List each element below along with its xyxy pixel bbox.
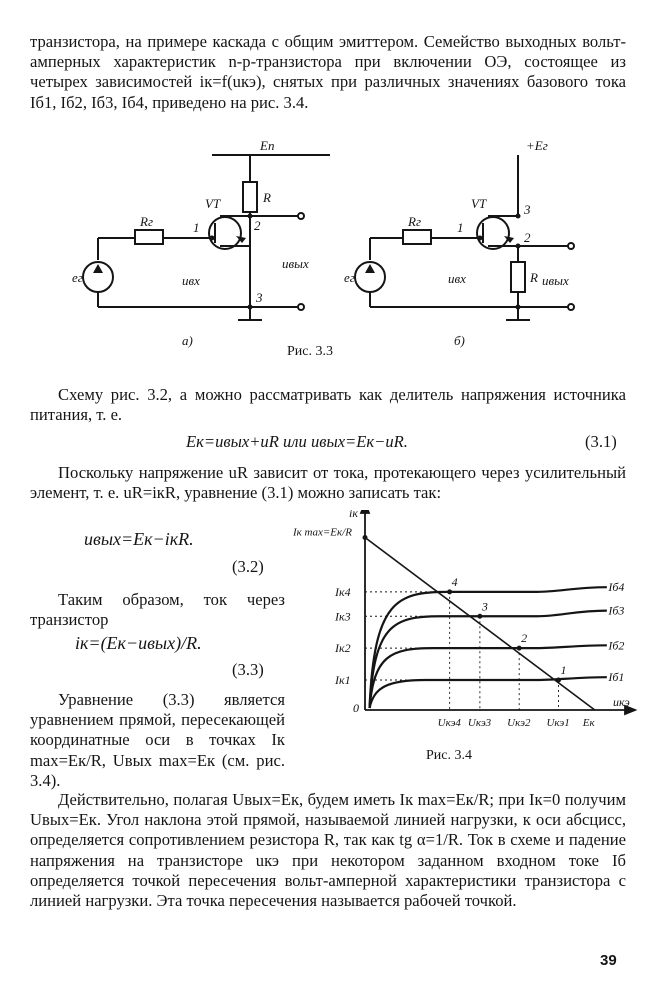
paragraph-eq33: Уравнение (3.3) является уравнением прямой, пересекающей координатные оси в точках Iк max=Eк/R, Uвых max=Eк (см. рис. 3.4). [30, 690, 285, 790]
curve-label-Iб1: Iб1 [608, 670, 625, 685]
fig-b-node3: 3 [524, 202, 531, 217]
x-tick-Eк: Eк [582, 717, 595, 729]
figure-3-4-chart [285, 510, 640, 745]
fig-b-sublabel: б) [454, 333, 465, 348]
fig-b-node1: 1 [457, 220, 464, 235]
fig-a-resistor: R [263, 190, 271, 205]
fig-b-node2: 2 [524, 230, 531, 245]
fig-b-input: uвх [448, 271, 466, 286]
fig-a-node1: 1 [193, 220, 200, 235]
fig-b-source-res: Rг [408, 214, 422, 229]
y-tick-Iк4: Iк4 [335, 584, 351, 599]
y-intercept-label: Iк max=Eк/R [293, 526, 352, 539]
operating-point-label-4: 4 [451, 574, 458, 589]
y-axis-label: iк [349, 510, 358, 520]
operating-point-1 [556, 678, 561, 683]
fig-a-output: uвых [282, 256, 309, 271]
fig-a-source-res: Rг [140, 214, 154, 229]
operating-point-2 [517, 646, 522, 651]
fig-a-sublabel: а) [182, 333, 193, 348]
paragraph-thus: Таким образом, ток через транзистор [30, 590, 285, 630]
load-line-y-intercept [363, 535, 368, 540]
curve-Iб3 [370, 611, 607, 708]
operating-point-label-1: 1 [560, 663, 567, 677]
operating-point-label-2: 2 [521, 631, 528, 646]
equation-3-1-number: (3.1) [585, 432, 617, 451]
fig-a-node3: 3 [256, 290, 263, 305]
fig-a-source: eг [72, 270, 83, 285]
intro-paragraph: транзистора, на примере каскада с общим эмиттером. Семейство выходных вольт-амперных характеристик n-p-транзистора при включении ОЭ, состоящее из четырех зависимостей iк=f(uкэ), снятых при различных значениях базового тока Iб1, Iб2, Iб3, Iб4, приведено на рис. 3.4. [30, 32, 626, 112]
fig-a-node2: 2 [254, 218, 261, 233]
equation-3-3: iк=(Eк−uвых)/R. [75, 633, 202, 653]
x-tick-Uкэ1: Uкэ1 [546, 717, 570, 729]
curve-Iб2 [370, 645, 607, 708]
x-tick-Uкэ4: Uкэ4 [437, 717, 461, 729]
origin-label: 0 [353, 701, 359, 715]
x-axis-label: uкэ [613, 695, 630, 709]
y-tick-Iк1: Iк1 [335, 673, 351, 687]
fig-b-output: uвых [542, 273, 569, 288]
curve-label-Iб3: Iб3 [608, 603, 625, 618]
operating-point-4 [447, 589, 452, 594]
y-axis-arrow [361, 510, 369, 513]
fig-b-supply: +Eг [526, 140, 548, 153]
paragraph-final: Действительно, полагая Uвых=Eк, будем иметь Iк max=Eк/R; при Iк=0 получим Uвых=Eк. Угол наклона этой прямой, называемой линией нагрузки, к оси абсцисс, определяется сопротивлением резистора R, так как tg α=1/R. Ток в схеме и падение напряжения на транзисторе uкэ при некотором заданном входном токе Iб определяется точкой пересечения вольт-амперной характеристики транзистора с линией нагрузки. Эта точка пересечения называется рабочей точкой. [30, 790, 626, 911]
curve-label-Iб2: Iб2 [608, 638, 625, 653]
paragraph-current: Поскольку напряжение uR зависит от тока, протекающего через усилительный элемент, т. е. uR=iкR, уравнение (3.1) можно записать так: [30, 463, 626, 503]
fig-b-transistor: VT [471, 196, 487, 211]
operating-point-label-3: 3 [481, 599, 488, 614]
page-number: 39 [600, 952, 617, 969]
figure-3-3-circuits [60, 140, 620, 360]
fig-a-transistor: VT [205, 196, 221, 211]
equation-3-2: uвых=Eк−iкR. [84, 529, 194, 549]
operating-point-3 [477, 614, 482, 619]
y-tick-Iк2: Iк2 [335, 641, 351, 656]
equation-3-3-number: (3.3) [232, 660, 264, 679]
equation-3-1: Eк=uвых+uR или uвых=Eк−uR. [186, 432, 408, 451]
equation-3-2-number: (3.2) [232, 557, 264, 576]
x-tick-Uкэ2: Uкэ2 [507, 717, 531, 729]
fig-b-resistor: R [530, 270, 538, 285]
fig-b-source: eг [344, 270, 355, 285]
paragraph-divider: Схему рис. 3.2, а можно рассматривать как делитель напряжения источника питания, т. е. [30, 385, 626, 425]
x-tick-Uкэ3: Uкэ3 [467, 717, 492, 729]
y-tick-Iк3: Iк3 [335, 609, 351, 624]
fig-a-supply: Eп [260, 140, 275, 153]
curve-label-Iб4: Iб4 [608, 580, 625, 595]
fig33-caption: Рис. 3.3 [287, 344, 333, 359]
fig34-caption: Рис. 3.4 [426, 748, 472, 763]
fig-a-input: uвх [182, 273, 200, 288]
